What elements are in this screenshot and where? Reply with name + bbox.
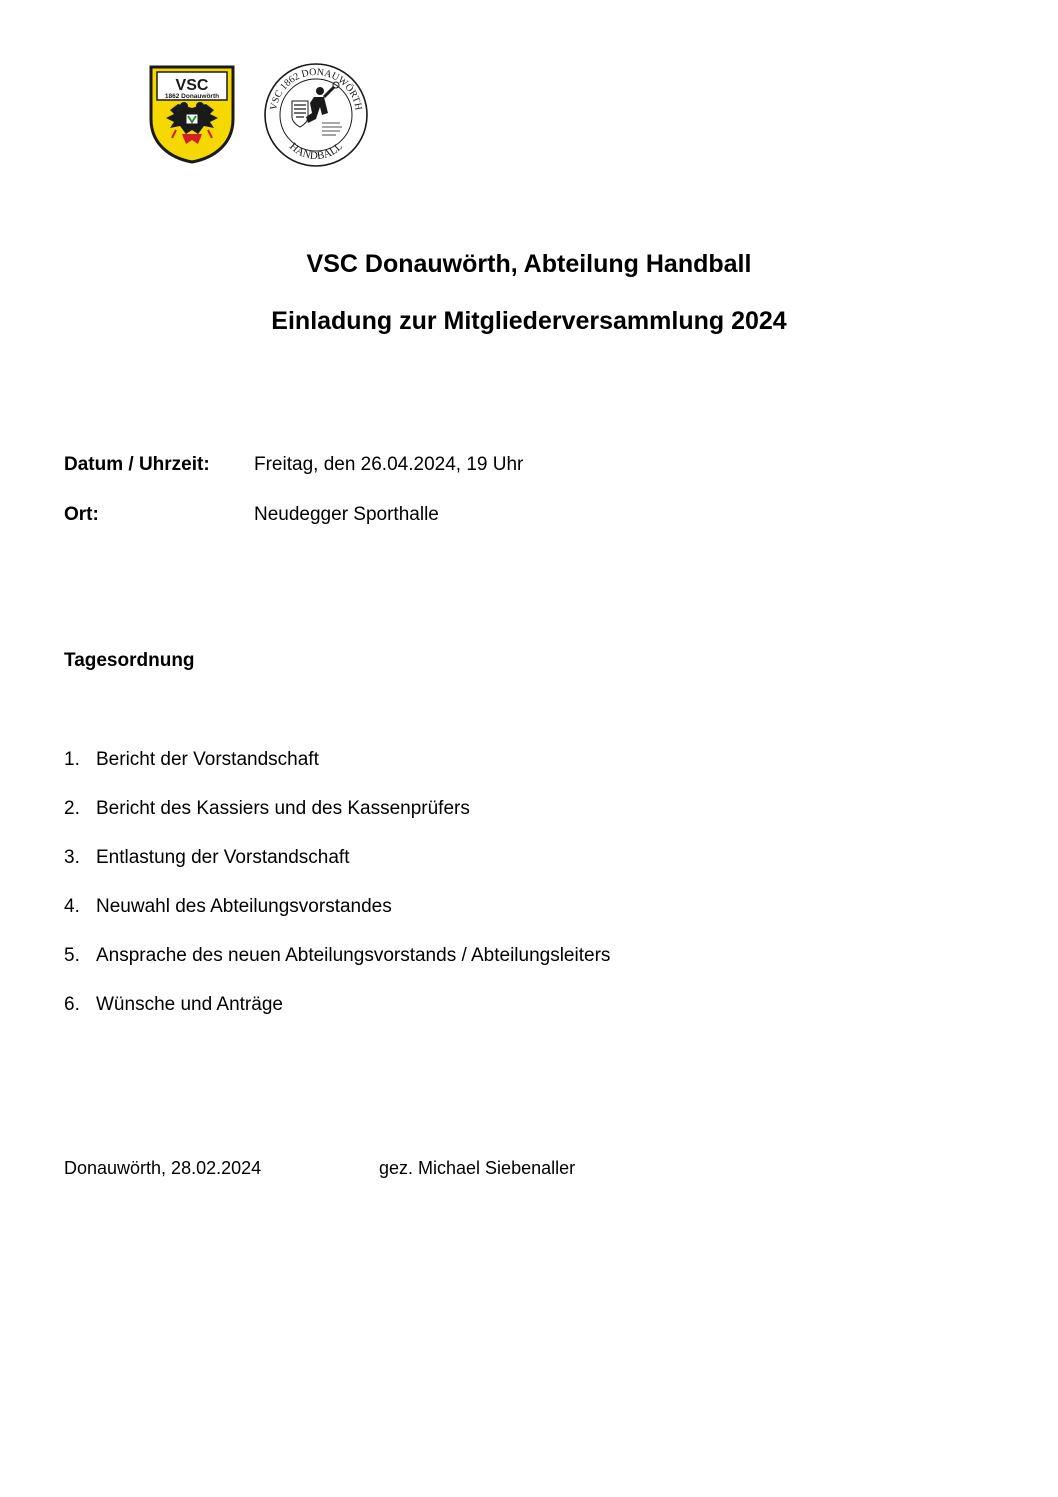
vsc-crest-logo	[148, 64, 236, 164]
footer-place-date: Donauwörth, 28.02.2024	[64, 1158, 262, 1178]
stamp-ring-text-bottom: HANDBALL	[286, 140, 346, 163]
agenda-item-text: Ansprache des neuen Abteilungsvorstands / Abteilungsleiters	[96, 945, 611, 966]
agenda-item-number: 5.	[64, 945, 80, 966]
handball-stamp-logo	[262, 61, 370, 169]
datum-label: Datum / Uhrzeit:	[64, 454, 210, 475]
agenda-item-text: Entlastung der Vorstandschaft	[96, 847, 350, 868]
agenda-item-number: 3.	[64, 847, 80, 868]
crest-year-text: 1862 Donauwörth	[164, 93, 220, 100]
ort-value: Neudegger Sporthalle	[254, 504, 439, 525]
agenda-item-number: 6.	[64, 994, 80, 1015]
agenda-item-text: Bericht der Vorstandschaft	[96, 749, 319, 770]
agenda-item-text: Neuwahl des Abteilungsvorstandes	[96, 896, 392, 917]
document-title: VSC Donauwörth, Abteilung Handball	[306, 250, 752, 278]
crest-vsc-text: VSC	[175, 77, 209, 94]
datum-value: Freitag, den 26.04.2024, 19 Uhr	[254, 454, 524, 475]
agenda-item-text: Wünsche und Anträge	[96, 994, 283, 1015]
agenda-item-text: Bericht des Kassiers und des Kassenprüfers	[96, 798, 470, 819]
agenda-item-number: 2.	[64, 798, 80, 819]
ort-label: Ort:	[64, 504, 99, 525]
agenda-item-number: 4.	[64, 896, 80, 917]
agenda-heading: Tagesordnung	[64, 650, 195, 671]
agenda-item-number: 1.	[64, 749, 80, 770]
document-subtitle: Einladung zur Mitgliederversammlung 2024	[271, 307, 787, 335]
stamp-ring-text-top: VSC 1862 DONAUWÖRTH	[268, 66, 364, 112]
footer-signature: gez. Michael Siebenaller	[379, 1158, 576, 1178]
